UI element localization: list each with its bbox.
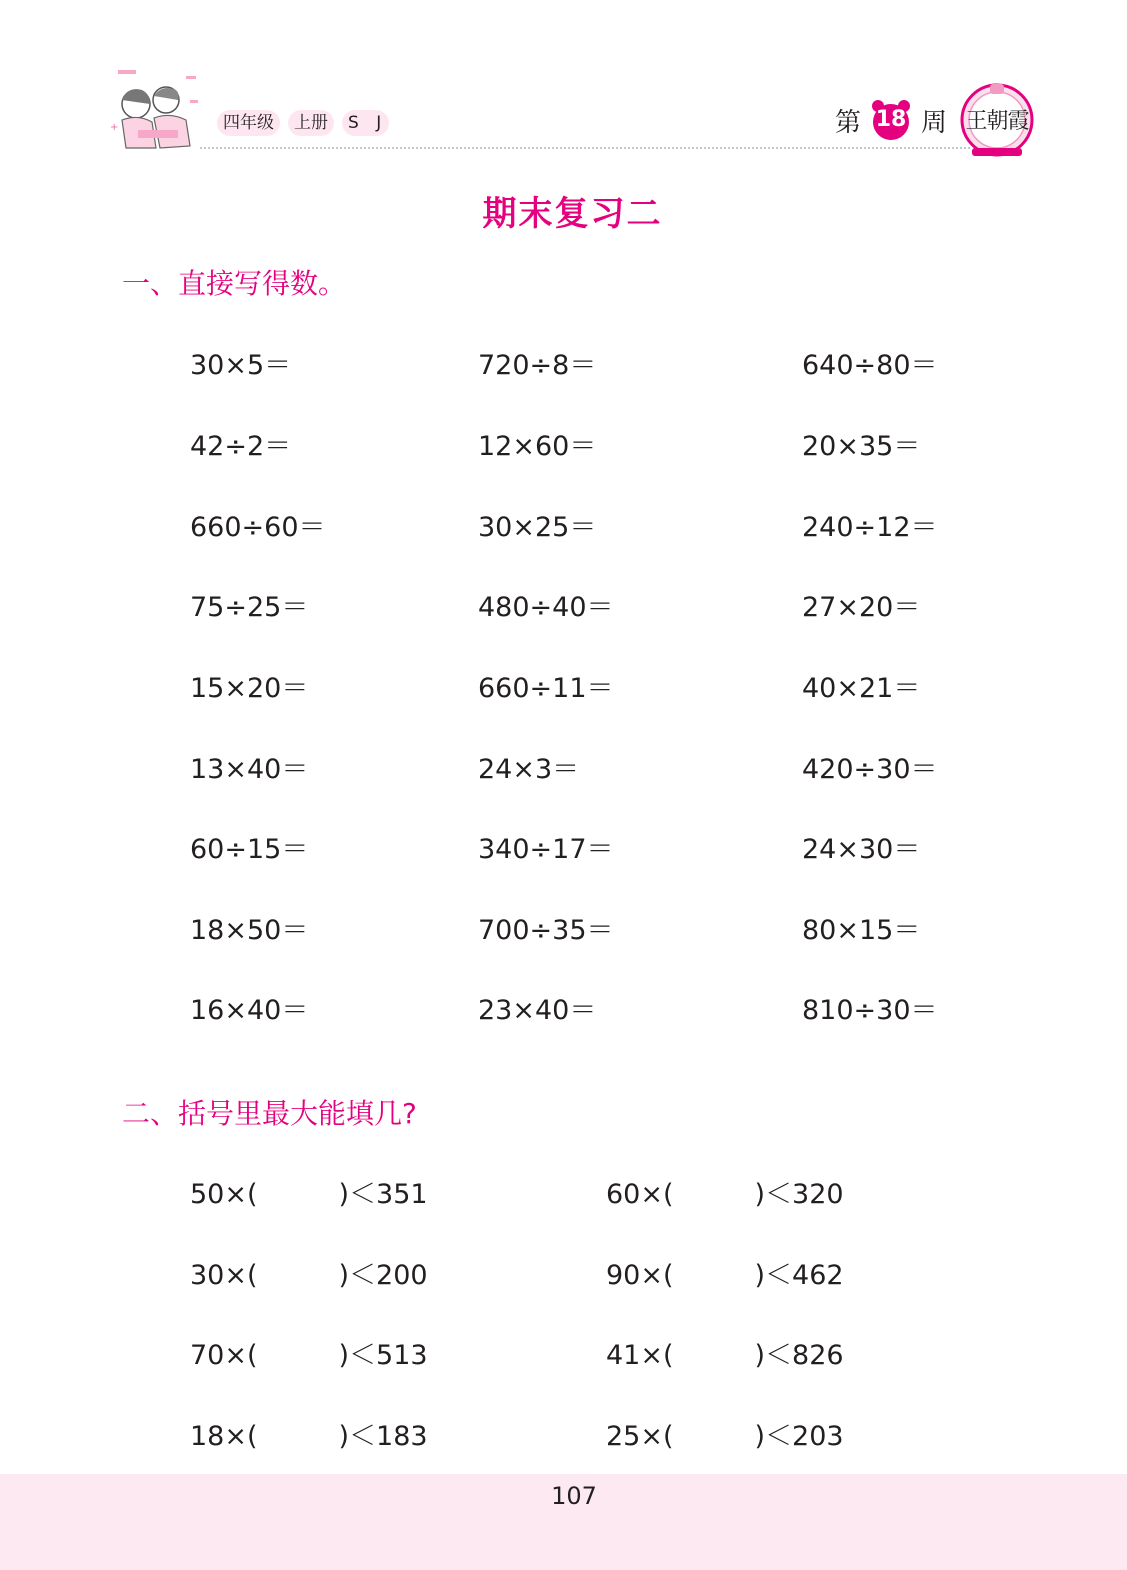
problem: 420÷30＝: [802, 754, 938, 785]
problem: 340÷17＝: [478, 834, 614, 865]
week-number: 18: [875, 107, 907, 132]
problem: 15×20＝: [190, 673, 309, 704]
problem: 42÷2＝: [190, 431, 292, 462]
inequality-problem: 30×( )＜200: [190, 1260, 428, 1291]
inequality-problem: 50×( )＜351: [190, 1179, 428, 1210]
page-title: 期末复习二: [482, 194, 663, 234]
svg-text:+: +: [110, 122, 119, 133]
inequality-problem: 41×( )＜826: [606, 1340, 844, 1371]
problem: 27×20＝: [802, 592, 921, 623]
problem: 18×50＝: [190, 915, 309, 946]
problem: 16×40＝: [190, 995, 309, 1026]
inequality-problem: 18×( )＜183: [190, 1421, 428, 1452]
problem: 660÷11＝: [478, 673, 614, 704]
grade-tags: [217, 110, 389, 136]
problem: 23×40＝: [478, 995, 597, 1026]
grade-tag: 四年级: [217, 110, 280, 136]
week-prefix: 第: [834, 107, 861, 138]
inequality-problem: 25×( )＜203: [606, 1421, 844, 1452]
problem: 720÷8＝: [478, 350, 597, 381]
problem: 810÷30＝: [802, 995, 938, 1026]
section1-heading: 一、直接写得数。: [122, 267, 347, 300]
problem: 24×30＝: [802, 834, 921, 865]
seal-text: 王朝霞: [965, 109, 1029, 134]
section2-heading: 二、括号里最大能填几?: [122, 1097, 417, 1130]
problem: 700÷35＝: [478, 915, 614, 946]
problem: 640÷80＝: [802, 350, 938, 381]
week-badge: [870, 99, 912, 141]
problem: 24×3＝: [478, 754, 580, 785]
edition-tag: S J: [342, 110, 389, 136]
problem: 75÷25＝: [190, 592, 309, 623]
problem: 30×25＝: [478, 512, 597, 543]
inequality-problem: 90×( )＜462: [606, 1260, 844, 1291]
inequality-problem: 70×( )＜513: [190, 1340, 428, 1371]
week-suffix: 周: [920, 107, 947, 138]
problem: 80×15＝: [802, 915, 921, 946]
header-divider: [200, 147, 970, 149]
inequality-problem: 60×( )＜320: [606, 1179, 844, 1210]
problem: 40×21＝: [802, 673, 921, 704]
problem: 13×40＝: [190, 754, 309, 785]
volume-tag: 上册: [288, 110, 334, 136]
problem: 12×60＝: [478, 431, 597, 462]
problem: 60÷15＝: [190, 834, 309, 865]
page-number: 107: [551, 1482, 597, 1510]
problem: 480÷40＝: [478, 592, 614, 623]
problem: 660÷60＝: [190, 512, 326, 543]
problem: 30×5＝: [190, 350, 292, 381]
problem: 240÷12＝: [802, 512, 938, 543]
children-illustration: [108, 70, 204, 156]
week-indicator: [832, 100, 950, 140]
problem: 20×35＝: [802, 431, 921, 462]
